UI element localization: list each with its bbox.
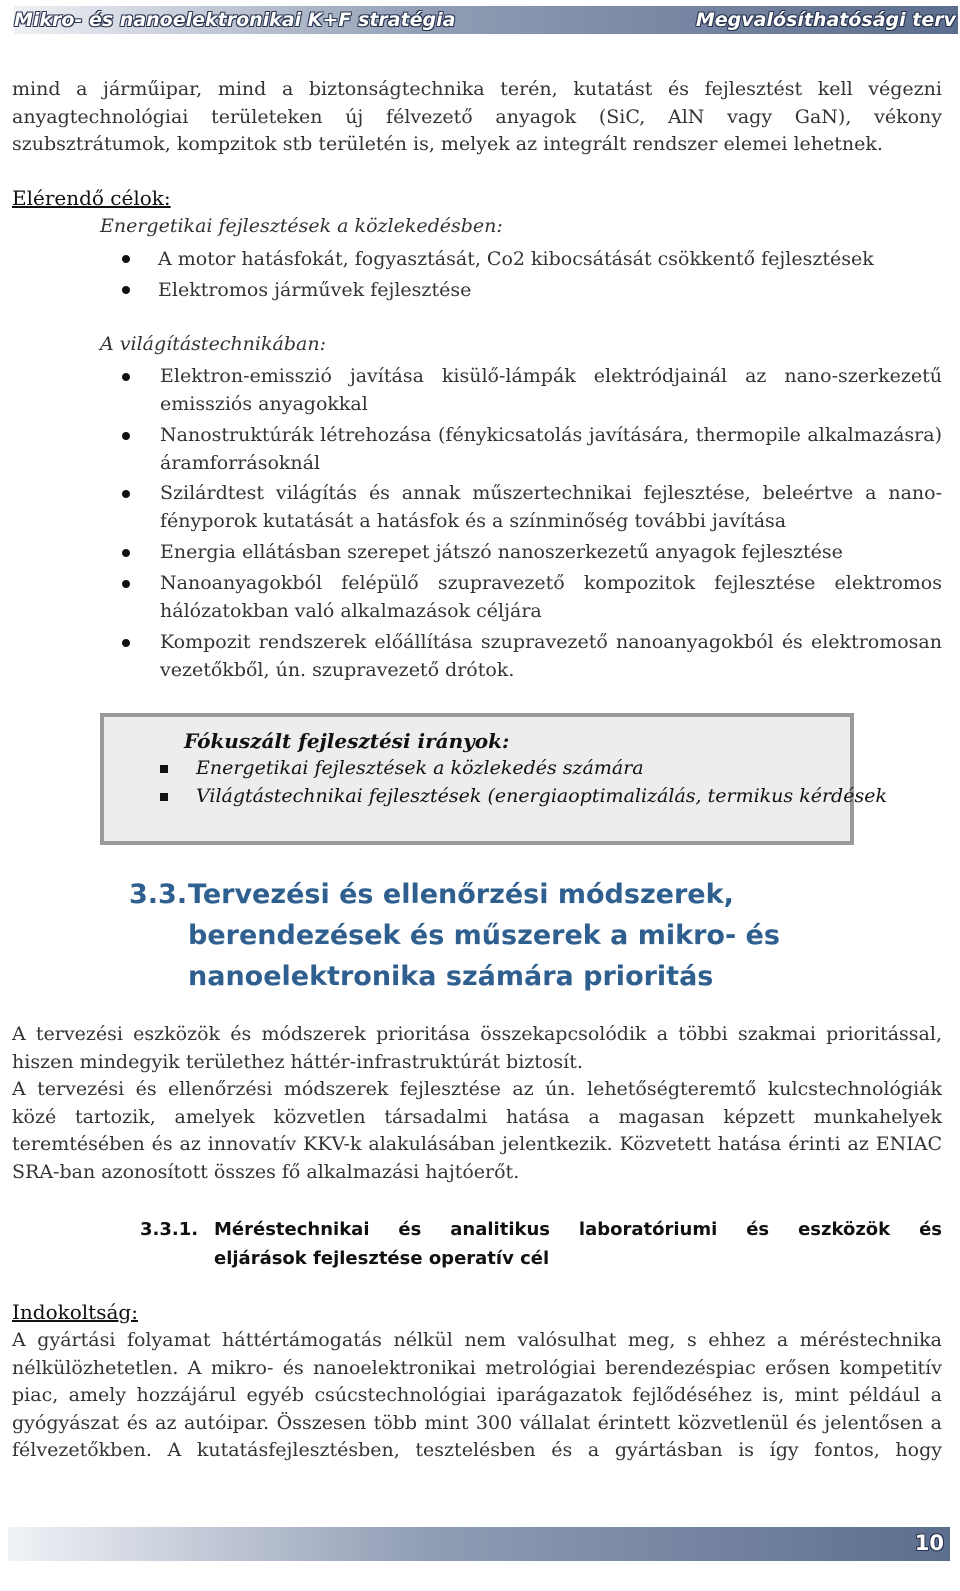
header-document-title: Mikro- és nanoelektronikai K+F stratégia bbox=[14, 9, 456, 31]
focus-title: Fókuszált fejlesztési irányok: bbox=[184, 729, 510, 753]
square-bullet-icon bbox=[160, 765, 168, 773]
bullet-icon bbox=[122, 255, 130, 263]
paragraph: A gyártási folyamat háttértámogatás nélkül nem valósulhat meg, s ehhez a méréstechnika nélkülözhetetlen. A mikro- és nanoelektronikai metrológiai berendezéspiac erősen kompetitív piac, amely hozzájárul egyéb csúcstechnológiai iparágazatok fejlődéséhez is, mint például a gyógyászat és az autóipar. Összesen több mint 300 vállalat érintett közvetlenül és jelentősen a félvezetőkben. A kutatásfejlesztésben, tesztelésben és a gyártásban is így fontos, hogy bbox=[12, 1329, 942, 1462]
subsection-title-line: Méréstechnikai és analitikus laboratóriumi és eszközök és bbox=[214, 1219, 942, 1240]
page-number: 10 bbox=[914, 1531, 944, 1555]
subsection-title-line: eljárások fejlesztése operatív cél bbox=[214, 1248, 550, 1269]
energy-list-item: A motor hatásfokát, fogyasztását, Co2 kibocsátását csökkentő fejlesztések bbox=[158, 248, 874, 270]
bullet-icon bbox=[122, 639, 130, 647]
justification-heading: Indokoltság: bbox=[12, 1300, 138, 1324]
lighting-list-item: Energia ellátásban szerepet játszó nanoszerkezetű anyagok fejlesztése bbox=[160, 541, 843, 563]
bullet-icon bbox=[122, 549, 130, 557]
focus-item: Világtástechnikai fejlesztések (energiaoptimalizálás, termikus kérdések bbox=[196, 785, 887, 807]
square-bullet-icon bbox=[160, 793, 168, 801]
section-title-line: Tervezési és ellenőrzési módszerek, bbox=[188, 879, 734, 910]
goals-heading: Elérendő célok: bbox=[12, 186, 171, 210]
bullet-icon bbox=[122, 580, 130, 588]
lighting-list-item: Elektron-emisszió javítása kisülő-lámpák elektródjainál az nano-szerkezetű emissziós anyagokkal bbox=[160, 365, 942, 415]
focus-item: Energetikai fejlesztések a közlekedés számára bbox=[196, 757, 644, 779]
lighting-list-item: Kompozit rendszerek előállítása szupravezető nanoanyagokból és elektromosan vezetőkből, ún. szupravezető drótok. bbox=[160, 631, 942, 681]
focus-box bbox=[100, 713, 887, 845]
page-header bbox=[14, 6, 958, 34]
section-number: 3.3. bbox=[129, 879, 188, 910]
energy-subheading: Energetikai fejlesztések a közlekedésben: bbox=[100, 215, 503, 237]
page-footer bbox=[8, 1527, 950, 1561]
lighting-subheading: A világítástechnikában: bbox=[100, 333, 326, 355]
paragraph: A tervezési eszközök és módszerek prioritása összekapcsolódik a többi szakmai prioritással, hiszen mindegyik területhez háttér-infrastruktúrát biztosít. bbox=[12, 1023, 942, 1073]
bullet-icon bbox=[122, 490, 130, 498]
subsection-number: 3.3.1. bbox=[140, 1219, 199, 1240]
bullet-icon bbox=[122, 432, 130, 440]
section-title-line: nanoelektronika számára prioritás bbox=[188, 961, 714, 992]
lighting-list-item: Nanostruktúrák létrehozása (fénykicsatolás javítására, thermopile alkalmazásra) áramforrásoknál bbox=[160, 424, 942, 474]
lighting-list-item: Szilárdtest világítás és annak műszertechnikai fejlesztése, beleértve a nano-fényporok kutatását a hatásfok és a színminőség további javítása bbox=[160, 482, 942, 532]
energy-list-item: Elektromos járművek fejlesztése bbox=[158, 279, 472, 301]
paragraph: A tervezési és ellenőrzési módszerek fejlesztése az ún. lehetőségteremtő kulcstechnológiák közé tartozik, amelyek közvetlen társadalmi hatása a magasan képzett munkahelyek teremtésében és az innovatív KKV-k alakulásában jelentkezik. Közvetett hatása érinti az ENIAC SRA-ban azonosított összes fő alkalmazási hajtóerőt. bbox=[12, 1078, 942, 1183]
lighting-list-item: Nanoanyagokból felépülő szupravezető kompozitok fejlesztése elektromos hálózatokban való alkalmazások céljára bbox=[160, 572, 942, 622]
bullet-icon bbox=[122, 373, 130, 381]
header-document-subtitle: Megvalósíthatósági terv bbox=[695, 9, 956, 31]
section-title-line: berendezések és műszerek a mikro- és bbox=[188, 920, 780, 951]
intro-paragraph: mind a járműipar, mind a biztonságtechnika terén, kutatást és fejlesztést kell végezni anyagtechnológiai területeken új félvezető anyagok (SiC, AlN vagy GaN), vékony szubsztrátumok, kompzitok stb területén is, melyek az integrált rendszer elemei lehetnek. bbox=[12, 78, 942, 156]
bullet-icon bbox=[122, 286, 130, 294]
